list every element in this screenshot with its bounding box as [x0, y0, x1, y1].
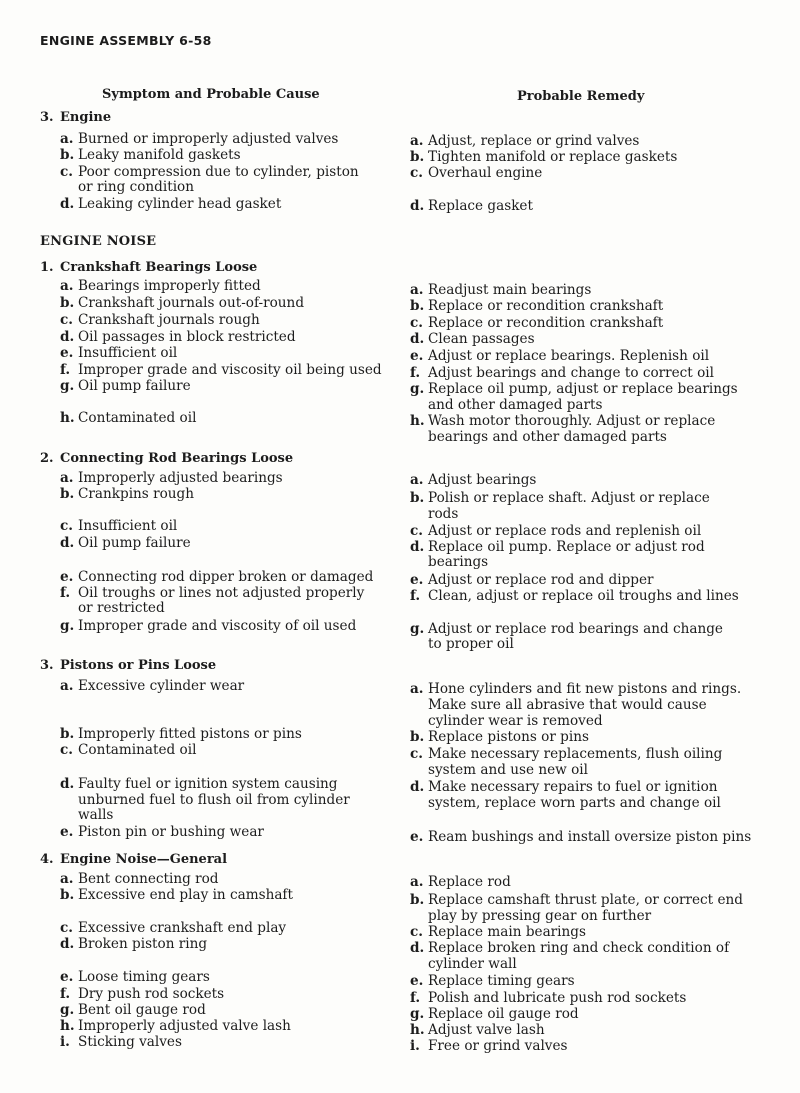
item-letter: a. — [60, 871, 74, 887]
remedy-item-continuation — [428, 762, 588, 778]
item-letter: h. — [60, 410, 75, 426]
item-letter: i. — [410, 1038, 420, 1054]
cause-item — [60, 824, 264, 840]
item-text: Leaky manifold gaskets — [78, 147, 241, 163]
cause-item — [60, 362, 382, 378]
item-text: Improperly adjusted bearings — [78, 470, 283, 486]
remedy-item-continuation — [428, 429, 667, 445]
cause-item — [60, 345, 177, 361]
remedy-item — [410, 413, 715, 429]
remedy-item — [410, 1006, 579, 1022]
item-letter: b. — [60, 147, 75, 163]
cause-item — [60, 742, 196, 758]
item-text: Broken piston ring — [78, 936, 208, 952]
item-letter: e. — [410, 829, 424, 845]
item-text: Excessive end play in camshaft — [78, 887, 293, 903]
item-text: cylinder wear is removed — [428, 713, 603, 729]
item-text: or ring condition — [78, 179, 194, 195]
item-text: Piston pin or bushing wear — [78, 824, 264, 840]
section-heading — [40, 451, 293, 467]
item-letter: b. — [410, 149, 425, 165]
item-letter: d. — [60, 196, 75, 212]
item-text: Make necessary repairs to fuel or ignition — [428, 779, 718, 795]
remedy-item — [410, 729, 589, 745]
cause-item — [60, 986, 224, 1002]
left-column-heading: Symptom and Probable Cause — [102, 87, 320, 102]
item-text: Crankshaft journals out-of-round — [78, 295, 305, 311]
item-text: Replace or recondition crankshaft — [428, 298, 664, 314]
item-letter: a. — [60, 678, 74, 694]
remedy-item — [410, 472, 536, 488]
item-text: Contaminated oil — [78, 410, 197, 426]
item-text: Clean, adjust or replace oil troughs and lines — [428, 588, 739, 604]
item-text: Improperly fitted pistons or pins — [78, 726, 302, 742]
cause-item — [60, 329, 296, 345]
section-heading — [40, 852, 227, 868]
item-letter: c. — [410, 746, 424, 762]
remedy-item — [410, 588, 739, 604]
right-column-heading: Probable Remedy — [517, 89, 645, 104]
remedy-item — [410, 829, 751, 845]
item-text: Overhaul engine — [428, 165, 543, 181]
cause-item — [60, 887, 293, 903]
remedy-item-continuation — [428, 713, 603, 729]
remedy-item — [410, 133, 639, 149]
item-text: Replace gasket — [428, 198, 533, 214]
item-text: Replace timing gears — [428, 973, 575, 989]
cause-item — [60, 131, 338, 147]
section-heading — [40, 260, 257, 276]
item-text: Contaminated oil — [78, 742, 197, 758]
item-letter: g. — [410, 1006, 425, 1022]
remedy-item-continuation — [428, 506, 458, 522]
item-letter: c. — [60, 164, 74, 180]
remedy-item — [410, 198, 533, 214]
item-text: Readjust main bearings — [428, 282, 592, 298]
remedy-item — [410, 490, 710, 506]
remedy-item-continuation — [428, 956, 517, 972]
item-letter: d. — [410, 331, 425, 347]
item-text: Replace or recondition crankshaft — [428, 315, 664, 331]
item-text: Connecting rod dipper broken or damaged — [78, 569, 374, 585]
section-heading — [40, 658, 216, 674]
item-text: Polish and lubricate push rod sockets — [428, 990, 687, 1006]
item-letter: g. — [60, 378, 75, 394]
item-text: Free or grind valves — [428, 1038, 568, 1054]
item-letter: f. — [410, 365, 421, 381]
item-letter: f. — [410, 588, 421, 604]
item-text: Replace pistons or pins — [428, 729, 589, 745]
item-letter: d. — [410, 940, 425, 956]
remedy-item — [410, 681, 741, 697]
remedy-item — [410, 298, 663, 314]
remedy-item — [410, 621, 723, 637]
item-letter: e. — [410, 973, 424, 989]
remedy-item-continuation — [428, 908, 651, 924]
item-text: Adjust valve lash — [428, 1022, 545, 1038]
item-letter: d. — [60, 776, 75, 792]
section-number: 4. — [40, 852, 54, 867]
remedy-item — [410, 149, 677, 165]
item-text: walls — [78, 807, 114, 823]
item-text: rods — [428, 506, 459, 522]
item-letter: d. — [60, 936, 75, 952]
item-text: Adjust or replace rod and dipper — [428, 572, 654, 588]
item-text: Improper grade and viscosity oil being used — [78, 362, 382, 378]
item-letter: c. — [60, 742, 74, 758]
item-letter: a. — [60, 470, 74, 486]
item-letter: b. — [60, 486, 75, 502]
cause-item — [60, 936, 207, 952]
item-text: Hone cylinders and fit new pistons and rings. — [428, 681, 742, 697]
cause-item — [60, 920, 286, 936]
item-text: Improper grade and viscosity of oil used — [78, 618, 357, 634]
cause-item-continuation — [78, 179, 194, 195]
item-letter: e. — [410, 348, 424, 364]
item-text: Make sure all abrasive that would cause — [428, 697, 707, 713]
item-letter: d. — [60, 329, 75, 345]
item-letter: i. — [60, 1034, 70, 1050]
item-letter: c. — [60, 518, 74, 534]
item-letter: h. — [410, 1022, 425, 1038]
remedy-item — [410, 1038, 568, 1054]
cause-item — [60, 969, 210, 985]
cause-item — [60, 1034, 182, 1050]
item-text: bearings — [428, 554, 489, 570]
remedy-item — [410, 381, 738, 397]
item-text: Replace oil gauge rod — [428, 1006, 579, 1022]
cause-item-continuation — [78, 792, 350, 808]
remedy-item — [410, 892, 743, 908]
item-letter: a. — [410, 282, 424, 298]
item-letter: b. — [60, 726, 75, 742]
item-text: Replace oil pump, adjust or replace bearings — [428, 381, 738, 397]
item-letter: f. — [60, 986, 71, 1002]
item-text: Polish or replace shaft. Adjust or replace — [428, 490, 710, 506]
item-text: Adjust bearings — [428, 472, 537, 488]
cause-item — [60, 164, 359, 180]
item-text: system, replace worn parts and change oil — [428, 795, 721, 811]
cause-item — [60, 678, 244, 694]
remedy-item — [410, 315, 663, 331]
section-title: Engine Noise—General — [60, 852, 228, 867]
item-letter: a. — [60, 131, 74, 147]
item-text: Crankshaft journals rough — [78, 312, 260, 328]
remedy-item — [410, 365, 714, 381]
item-text: Burned or improperly adjusted valves — [78, 131, 339, 147]
section-heading — [40, 110, 111, 126]
item-letter: h. — [60, 1018, 75, 1034]
cause-item — [60, 486, 194, 502]
item-text: Excessive crankshaft end play — [78, 920, 287, 936]
item-letter: a. — [60, 278, 74, 294]
page-header: ENGINE ASSEMBLY 6-58 — [40, 33, 212, 48]
item-text: Bent oil gauge rod — [78, 1002, 206, 1018]
item-letter: c. — [60, 920, 74, 936]
remedy-item — [410, 1022, 545, 1038]
item-letter: d. — [410, 539, 425, 555]
item-letter: h. — [410, 413, 425, 429]
section-number: 2. — [40, 451, 54, 466]
item-text: Faulty fuel or ignition system causing — [78, 776, 338, 792]
item-letter: g. — [410, 381, 425, 397]
item-letter: c. — [410, 924, 424, 940]
item-text: Improperly adjusted valve lash — [78, 1018, 291, 1034]
item-text: Crankpins rough — [78, 486, 194, 502]
remedy-item-continuation — [428, 795, 721, 811]
item-text: Loose timing gears — [78, 969, 210, 985]
item-text: Bearings improperly fitted — [78, 278, 261, 294]
item-text: Replace main bearings — [428, 924, 586, 940]
item-text: Poor compression due to cylinder, piston — [78, 164, 359, 180]
remedy-item — [410, 746, 722, 762]
item-letter: c. — [60, 312, 74, 328]
item-letter: d. — [410, 779, 425, 795]
item-text: Clean passages — [428, 331, 535, 347]
item-letter: c. — [410, 315, 424, 331]
item-letter: e. — [60, 824, 74, 840]
item-text: Replace rod — [428, 874, 511, 890]
item-letter: d. — [60, 535, 75, 551]
item-letter: b. — [60, 887, 75, 903]
item-text: Insufficient oil — [78, 345, 178, 361]
cause-item — [60, 1018, 291, 1034]
section-number: 3. — [40, 110, 54, 125]
item-text: Adjust or replace rod bearings and change — [428, 621, 723, 637]
remedy-item-continuation — [428, 554, 488, 570]
remedy-item — [410, 973, 575, 989]
item-letter: a. — [410, 133, 424, 149]
item-letter: b. — [410, 298, 425, 314]
item-letter: e. — [410, 572, 424, 588]
cause-item — [60, 871, 219, 887]
remedy-item — [410, 924, 586, 940]
section-title: Engine — [60, 110, 112, 125]
remedy-item — [410, 523, 701, 539]
item-text: and other damaged parts — [428, 397, 603, 413]
item-text: Wash motor thoroughly. Adjust or replace — [428, 413, 716, 429]
cause-item — [60, 278, 261, 294]
remedy-item — [410, 348, 709, 364]
item-text: cylinder wall — [428, 956, 517, 972]
item-letter: c. — [410, 523, 424, 539]
item-letter: b. — [410, 892, 425, 908]
item-letter: e. — [60, 345, 74, 361]
item-letter: a. — [410, 874, 424, 890]
cause-item — [60, 470, 283, 486]
item-text: Tighten manifold or replace gaskets — [428, 149, 678, 165]
cause-item — [60, 518, 177, 534]
remedy-item-continuation — [428, 636, 514, 652]
item-letter: f. — [60, 362, 71, 378]
item-text: Adjust bearings and change to correct oil — [428, 365, 714, 381]
cause-item — [60, 410, 196, 426]
item-letter: g. — [60, 618, 75, 634]
section-title: Crankshaft Bearings Loose — [60, 260, 258, 275]
item-letter: f. — [60, 585, 71, 601]
item-letter: a. — [410, 472, 424, 488]
remedy-item — [410, 331, 535, 347]
item-text: unburned fuel to flush oil from cylinder — [78, 792, 350, 808]
item-text: Replace broken ring and check condition of — [428, 940, 730, 956]
item-text: Oil pump failure — [78, 535, 191, 551]
remedy-item — [410, 282, 591, 298]
item-text: Replace camshaft thrust plate, or correct end — [428, 892, 743, 908]
item-text: Leaking cylinder head gasket — [78, 196, 282, 212]
remedy-item — [410, 940, 729, 956]
cause-item — [60, 726, 302, 742]
item-letter: g. — [410, 621, 425, 637]
item-letter: e. — [60, 569, 74, 585]
item-text: Oil passages in block restricted — [78, 329, 296, 345]
section-heading-engine-noise: ENGINE NOISE — [40, 234, 157, 249]
section-title: Pistons or Pins Loose — [60, 658, 217, 673]
item-text: Excessive cylinder wear — [78, 678, 245, 694]
remedy-item — [410, 874, 511, 890]
cause-item — [60, 569, 373, 585]
cause-item — [60, 776, 338, 792]
cause-item — [60, 618, 356, 634]
item-text: Ream bushings and install oversize piston pins — [428, 829, 752, 845]
remedy-item-continuation — [428, 697, 707, 713]
cause-item — [60, 378, 191, 394]
item-letter: g. — [60, 1002, 75, 1018]
item-text: Sticking valves — [78, 1034, 182, 1050]
item-text: system and use new oil — [428, 762, 588, 778]
item-text: play by pressing gear on further — [428, 908, 652, 924]
item-letter: a. — [410, 681, 424, 697]
item-letter: f. — [410, 990, 421, 1006]
item-text: Replace oil pump. Replace or adjust rod — [428, 539, 705, 555]
item-text: Insufficient oil — [78, 518, 178, 534]
section-number: 3. — [40, 658, 54, 673]
cause-item — [60, 196, 281, 212]
item-text: Adjust or replace bearings. Replenish oil — [428, 348, 710, 364]
cause-item — [60, 535, 191, 551]
item-text: Oil troughs or lines not adjusted properly — [78, 585, 365, 601]
item-text: to proper oil — [428, 636, 514, 652]
item-text: or restricted — [78, 600, 165, 616]
item-text: Oil pump failure — [78, 378, 191, 394]
remedy-item-continuation — [428, 397, 602, 413]
section-title: Connecting Rod Bearings Loose — [60, 451, 294, 466]
item-text: Make necessary replacements, flush oiling — [428, 746, 723, 762]
cause-item — [60, 147, 241, 163]
cause-item — [60, 585, 364, 601]
remedy-item — [410, 165, 542, 181]
cause-item — [60, 1002, 206, 1018]
item-letter: d. — [410, 198, 425, 214]
item-letter: b. — [60, 295, 75, 311]
item-letter: c. — [410, 165, 424, 181]
item-text: Adjust or replace rods and replenish oil — [428, 523, 702, 539]
item-letter: e. — [60, 969, 74, 985]
item-text: Bent connecting rod — [78, 871, 219, 887]
section-number: 1. — [40, 260, 54, 275]
remedy-item — [410, 990, 686, 1006]
cause-item-continuation — [78, 807, 113, 823]
item-letter: b. — [410, 490, 425, 506]
cause-item — [60, 295, 304, 311]
remedy-item — [410, 572, 654, 588]
remedy-item — [410, 779, 718, 795]
cause-item — [60, 312, 260, 328]
item-text: bearings and other damaged parts — [428, 429, 667, 445]
item-text: Dry push rod sockets — [78, 986, 225, 1002]
item-letter: b. — [410, 729, 425, 745]
cause-item-continuation — [78, 600, 165, 616]
item-text: Adjust, replace or grind valves — [428, 133, 640, 149]
remedy-item — [410, 539, 705, 555]
